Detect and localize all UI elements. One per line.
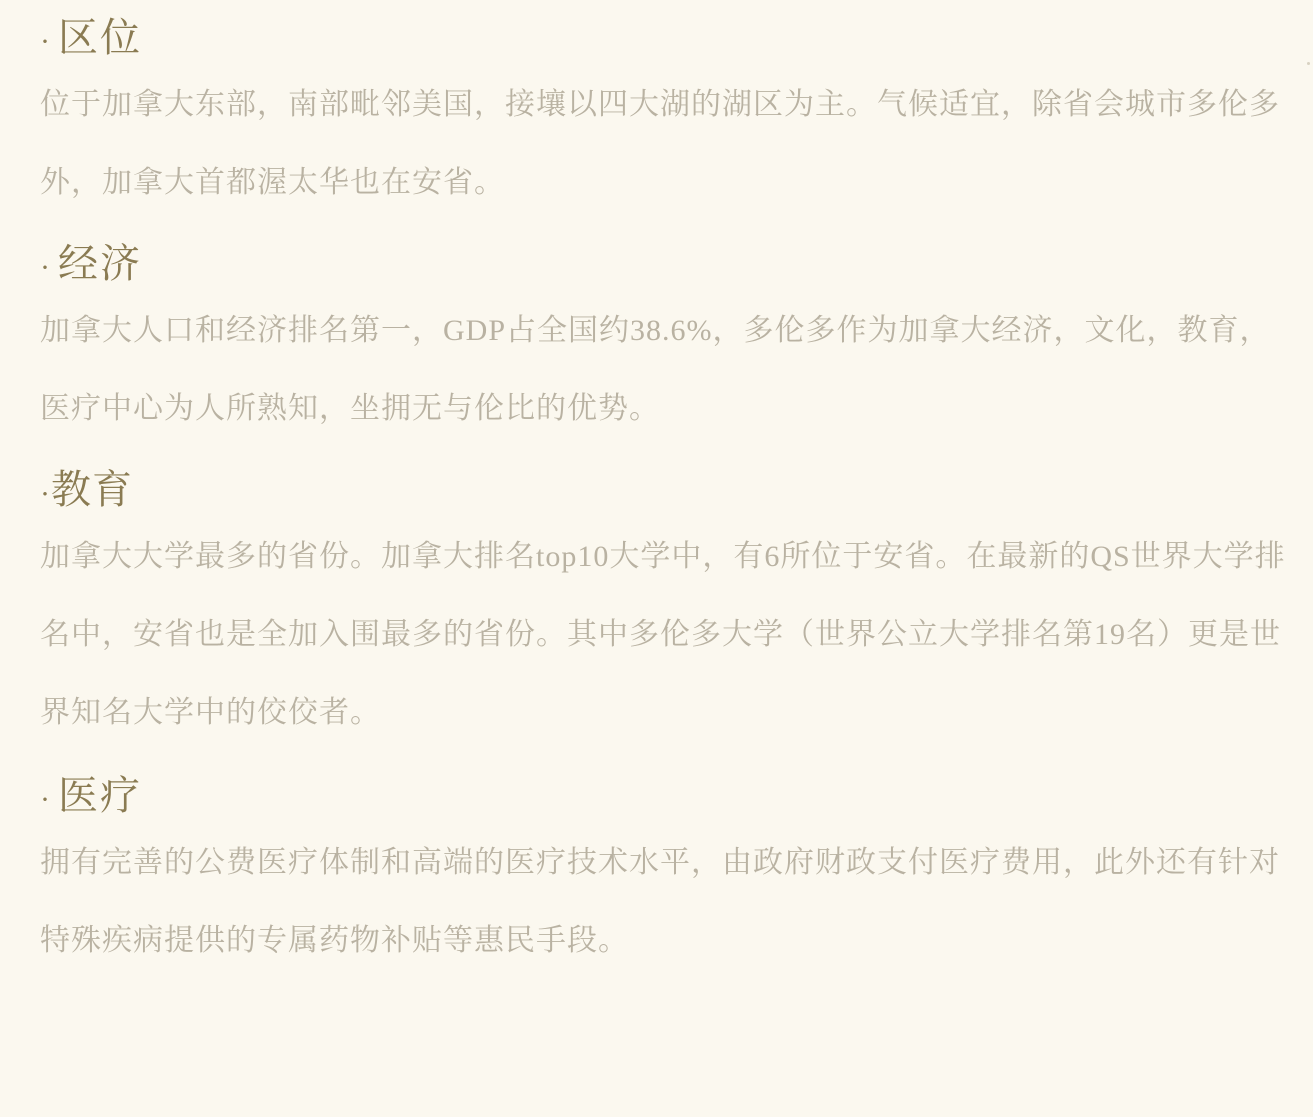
section-heading-economy-text: 经济 [58, 241, 142, 286]
section-body-location: 位于加拿大东部，南部毗邻美国，接壤以四大湖的湖区为主。气候适宜，除省会城市多伦多外，加拿大首都渥太华也在安省。 [40, 88, 1280, 199]
section-heading-location [40, 16, 1295, 60]
section-economy [40, 242, 1295, 448]
section-heading-education [40, 468, 1295, 512]
section-heading-medical [40, 774, 1295, 818]
page-edge-marker [1307, 62, 1310, 65]
section-body-economy: 加拿大人口和经济排名第一，GDP占全国约38.6%，多伦多作为加拿大经济，文化，教育，医疗中心为人所熟知，坐拥无与伦比的优势。 [40, 314, 1271, 425]
section-education [40, 468, 1295, 752]
section-heading-education-text: 教育 [51, 467, 133, 512]
section-body-education: 加拿大大学最多的省份。加拿大排名top10大学中，有6所位于安省。在最新的QS世界大学排名中，安省也是全加入围最多的省份。其中多伦多大学（世界公立大学排名第19名）更是世界知名大学中的佼佼者。 [40, 540, 1286, 729]
section-body-medical: 拥有完善的公费医疗体制和高端的医疗技术水平，由政府财政支付医疗费用，此外还有针对特殊疾病提供的专属药物补贴等惠民手段。 [40, 846, 1280, 957]
section-heading-economy [40, 242, 1295, 286]
bullet-icon: · [40, 251, 52, 285]
bullet-icon: · [40, 477, 51, 511]
bullet-icon: · [40, 783, 52, 817]
section-medical [40, 774, 1295, 980]
section-location [40, 16, 1295, 222]
section-heading-medical-text: 医疗 [58, 773, 142, 818]
section-heading-location-text: 区位 [58, 15, 142, 60]
bullet-icon: · [40, 25, 52, 59]
